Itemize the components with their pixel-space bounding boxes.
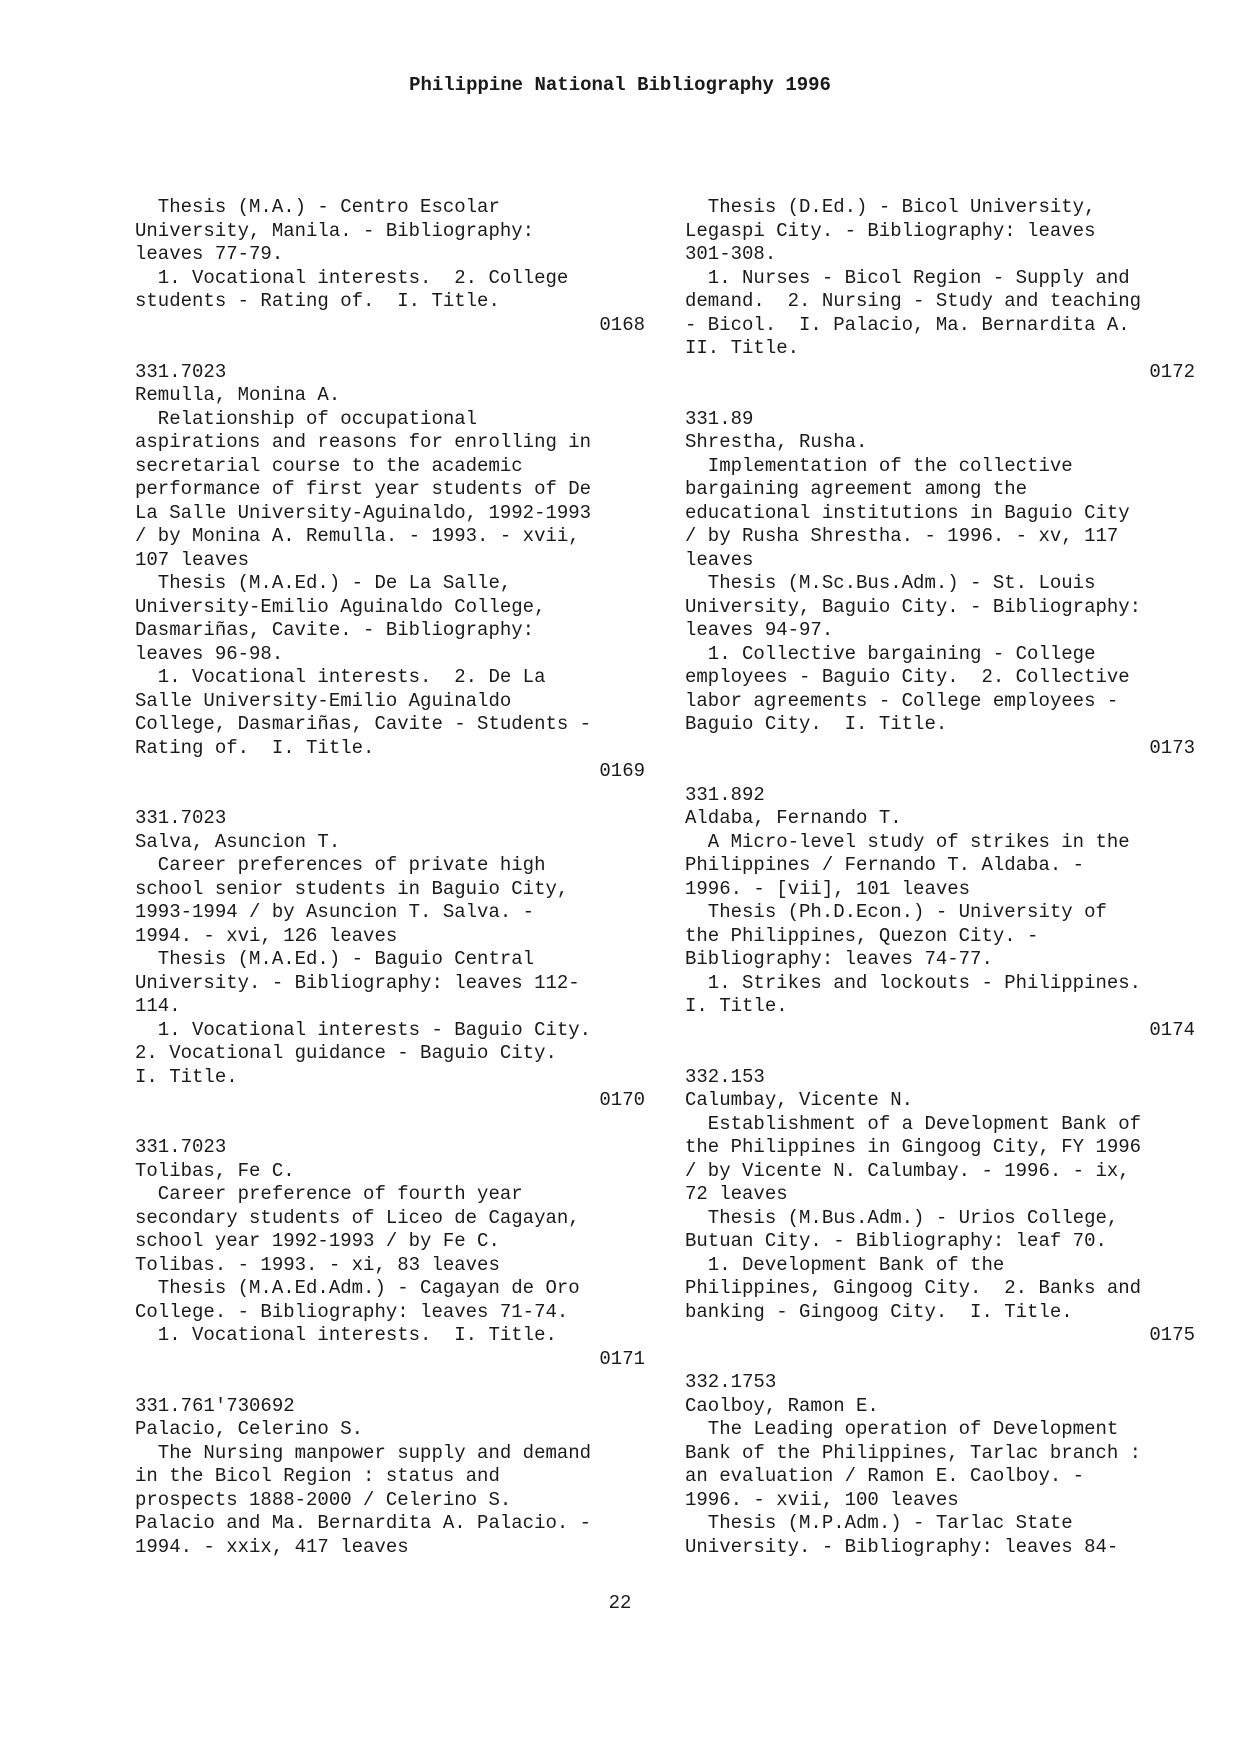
entry-number: 0168 bbox=[599, 313, 645, 336]
entry-line: Salle University-Emilio Aguinaldo bbox=[135, 689, 512, 712]
entry-line: bargaining agreement among the bbox=[685, 478, 1028, 500]
entry-line: The Nursing manpower supply and demand bbox=[135, 1441, 592, 1464]
entry-line: 1994. - xxix, 417 leaves bbox=[135, 1535, 409, 1558]
entry-line: an evaluation / Ramon E. Caolboy. - bbox=[685, 1465, 1085, 1487]
entry-line: the Philippines in Gingoog City, FY 1996 bbox=[685, 1136, 1142, 1158]
entry-line: performance of first year students of De bbox=[135, 478, 592, 500]
entry-line: 2. Vocational guidance - Baguio City. bbox=[135, 1042, 557, 1064]
entry-line: A Micro-level study of strikes in the bbox=[685, 830, 1130, 853]
entry-line: 1. Development Bank of the bbox=[685, 1253, 1005, 1276]
entry-line: 1. Vocational interests - Baguio City. bbox=[135, 1018, 592, 1041]
entry-line: Tolibas, Fe C. bbox=[135, 1159, 295, 1182]
entry-line: Shrestha, Rusha. bbox=[685, 431, 868, 453]
entry-line: Salva, Asuncion T. bbox=[135, 830, 341, 853]
entry-line: Legaspi City. - Bibliography: leaves bbox=[685, 219, 1096, 242]
entry-line: secondary students of Liceo de Cagayan, bbox=[135, 1206, 580, 1229]
entry-line: Tolibas. - 1993. - xi, 83 leaves bbox=[135, 1253, 500, 1276]
entry-number: 0175 bbox=[1149, 1324, 1195, 1346]
entry-number: 0173 bbox=[1149, 736, 1195, 759]
entry-line: 332.153 bbox=[685, 1065, 765, 1088]
entry-line: 332.1753 bbox=[685, 1371, 777, 1393]
entry-line: 1. Strikes and lockouts - Philippines. bbox=[685, 971, 1142, 994]
entry-line: 1. Vocational interests. 2. De La bbox=[135, 666, 546, 688]
entry-line: Thesis (M.A.Ed.) - Baguio Central bbox=[135, 948, 535, 970]
entry-line: prospects 1888-2000 / Celerino S. bbox=[135, 1488, 512, 1511]
entry-line: Palacio, Celerino S. bbox=[135, 1418, 364, 1440]
entry-line: 72 leaves bbox=[685, 1183, 788, 1205]
entry-line: Aldaba, Fernando T. bbox=[685, 807, 902, 829]
entry-separator bbox=[135, 1113, 645, 1137]
entry-line: the Philippines, Quezon City. - bbox=[685, 924, 1039, 947]
entry-line: 331.89 bbox=[685, 407, 754, 430]
entry-line: Philippines / Fernando T. Aldaba. - bbox=[685, 854, 1085, 876]
page-number: 22 bbox=[608, 1592, 632, 1614]
entry-line: leaves 77-79. bbox=[135, 243, 284, 265]
entry-line: Palacio and Ma. Bernardita A. Palacio. - bbox=[135, 1512, 592, 1534]
entry-line: 1. Vocational interests. 2. College bbox=[135, 266, 569, 289]
entry-line: school senior students in Baguio City, bbox=[135, 877, 569, 900]
entry-number: 0174 bbox=[1149, 1018, 1195, 1041]
entry-line: Thesis (M.A.Ed.) - De La Salle, bbox=[135, 572, 512, 594]
entry-line: Thesis (M.A.) - Centro Escolar bbox=[135, 196, 500, 218]
entry-line: educational institutions in Baguio City bbox=[685, 501, 1130, 524]
entry-number: 0169 bbox=[599, 760, 645, 782]
entry-line: leaves 94-97. bbox=[685, 619, 834, 641]
entry-line: Remulla, Monina A. bbox=[135, 384, 341, 406]
entry-line: in the Bicol Region : status and bbox=[135, 1465, 500, 1487]
entry-separator bbox=[685, 1348, 1195, 1372]
entry-line: Relationship of occupational bbox=[135, 407, 478, 430]
entry-line: 1. Nurses - Bicol Region - Supply and bbox=[685, 266, 1130, 289]
entry-separator bbox=[135, 1371, 645, 1395]
entry-line: employees - Baguio City. 2. Collective bbox=[685, 666, 1130, 688]
entry-number: 0172 bbox=[1149, 360, 1195, 383]
entry-separator bbox=[135, 784, 645, 808]
entry-line: Calumbay, Vicente N. bbox=[685, 1089, 914, 1111]
entry-line: 331.7023 bbox=[135, 1136, 227, 1158]
entry-line: Thesis (M.Sc.Bus.Adm.) - St. Louis bbox=[685, 572, 1096, 594]
entry-line: / by Monina A. Remulla. - 1993. - xvii, bbox=[135, 525, 580, 547]
entry-line: I. Title. bbox=[685, 995, 788, 1017]
entry-line: University, Manila. - Bibliography: bbox=[135, 219, 535, 242]
entry-line: University, Baguio City. - Bibliography: bbox=[685, 595, 1142, 618]
entry-separator bbox=[685, 760, 1195, 784]
entry-line: Thesis (Ph.D.Econ.) - University of bbox=[685, 901, 1107, 923]
entry-line: The Leading operation of Development bbox=[685, 1418, 1119, 1440]
entry-line: Thesis (M.P.Adm.) - Tarlac State bbox=[685, 1512, 1073, 1534]
entry-line: Rating of. I. Title. bbox=[135, 736, 375, 759]
entry-line: Philippines, Gingoog City. 2. Banks and bbox=[685, 1277, 1142, 1299]
entry-line: labor agreements - College employees - bbox=[685, 689, 1119, 712]
entry-line: leaves bbox=[685, 548, 754, 571]
entry-line: 1. Vocational interests. I. Title. bbox=[135, 1324, 557, 1346]
entry-line: Bibliography: leaves 74-77. bbox=[685, 948, 993, 970]
entry-line: La Salle University-Aguinaldo, 1992-1993 bbox=[135, 501, 592, 524]
entry-line: 301-308. bbox=[685, 243, 777, 265]
entry-line: aspirations and reasons for enrolling in bbox=[135, 431, 592, 453]
entry-line: University. - Bibliography: leaves 84- bbox=[685, 1535, 1119, 1558]
entry-line: Thesis (M.Bus.Adm.) - Urios College, bbox=[685, 1206, 1119, 1229]
entry-line: Butuan City. - Bibliography: leaf 70. bbox=[685, 1230, 1107, 1252]
entry-line: Career preferences of private high bbox=[135, 854, 546, 876]
entry-line: Thesis (M.A.Ed.Adm.) - Cagayan de Oro bbox=[135, 1277, 580, 1299]
entry-line: University-Emilio Aguinaldo College, bbox=[135, 595, 546, 618]
entry-line: students - Rating of. I. Title. bbox=[135, 290, 500, 312]
page-header: Philippine National Bibliography 1996 bbox=[409, 74, 831, 96]
entry-line: Baguio City. I. Title. bbox=[685, 713, 948, 735]
entry-number: 0170 bbox=[599, 1089, 645, 1111]
entry-line: 1. Collective bargaining - College bbox=[685, 642, 1096, 665]
entry-number: 0171 bbox=[599, 1347, 645, 1370]
left-column bbox=[135, 196, 645, 1559]
entry-line: Implementation of the collective bbox=[685, 454, 1073, 477]
entry-line: Dasmariñas, Cavite. - Bibliography: bbox=[135, 619, 535, 641]
entry-line: 1996. - [vii], 101 leaves bbox=[685, 877, 971, 900]
entry-line: University. - Bibliography: leaves 112- bbox=[135, 971, 580, 994]
entry-line: 331.892 bbox=[685, 783, 765, 806]
entry-line: College. - Bibliography: leaves 71-74. bbox=[135, 1300, 569, 1323]
entry-separator bbox=[685, 1042, 1195, 1066]
entry-line: I. Title. bbox=[135, 1065, 238, 1088]
entry-line: Establishment of a Development Bank of bbox=[685, 1112, 1142, 1135]
entry-line: 107 leaves bbox=[135, 548, 250, 571]
entry-separator bbox=[685, 384, 1195, 408]
entry-line: 331.7023 bbox=[135, 807, 227, 829]
entry-separator bbox=[135, 337, 645, 361]
entry-line: leaves 96-98. bbox=[135, 642, 284, 665]
entry-line: Career preference of fourth year bbox=[135, 1183, 523, 1205]
entry-line: / by Vicente N. Calumbay. - 1996. - ix, bbox=[685, 1159, 1130, 1182]
entry-line: 1996. - xvii, 100 leaves bbox=[685, 1488, 959, 1511]
entry-line: Bank of the Philippines, Tarlac branch : bbox=[685, 1441, 1142, 1464]
entry-line: secretarial course to the academic bbox=[135, 454, 523, 477]
entry-line: II. Title. bbox=[685, 337, 800, 359]
entry-line: - Bicol. I. Palacio, Ma. Bernardita A. bbox=[685, 313, 1130, 336]
entry-line: school year 1992-1993 / by Fe C. bbox=[135, 1230, 500, 1252]
entry-line: 331.7023 bbox=[135, 360, 227, 383]
entry-line: 331.761'730692 bbox=[135, 1394, 295, 1417]
entry-line: 114. bbox=[135, 995, 181, 1017]
entry-line: Thesis (D.Ed.) - Bicol University, bbox=[685, 196, 1096, 218]
entry-line: Caolboy, Ramon E. bbox=[685, 1394, 879, 1417]
entry-line: 1993-1994 / by Asuncion T. Salva. - bbox=[135, 901, 535, 923]
entry-line: / by Rusha Shrestha. - 1996. - xv, 117 bbox=[685, 525, 1119, 547]
entry-line: 1994. - xvi, 126 leaves bbox=[135, 924, 398, 947]
entry-line: College, Dasmariñas, Cavite - Students - bbox=[135, 713, 592, 735]
entry-line: demand. 2. Nursing - Study and teaching bbox=[685, 290, 1142, 312]
entry-line: banking - Gingoog City. I. Title. bbox=[685, 1300, 1073, 1323]
right-column bbox=[685, 196, 1195, 1559]
